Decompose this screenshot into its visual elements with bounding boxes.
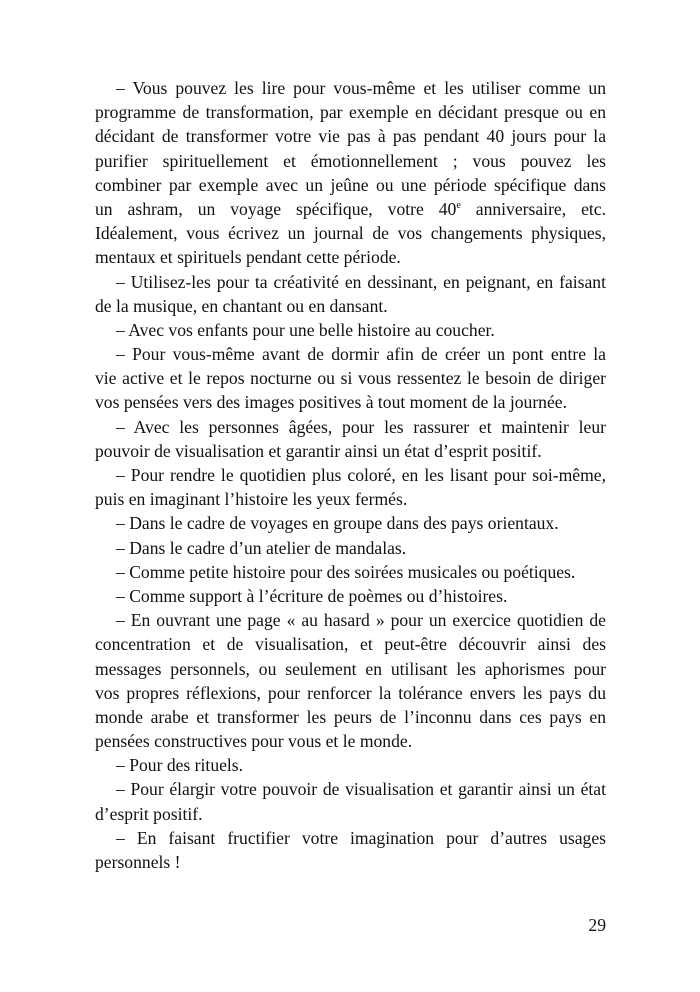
- text-line: programme de transformation, par exemple en décidant presque ou en: [95, 102, 606, 123]
- page-number: 29: [588, 915, 606, 935]
- paragraph: [95, 560, 606, 584]
- text-line: personnels !: [95, 852, 181, 872]
- text-line: pensées constructives pour vous et le monde.: [95, 731, 413, 752]
- text-line: d’esprit positif.: [95, 803, 203, 824]
- paragraph: [95, 511, 606, 535]
- text-line: Idéalement, vous écrivez un journal de vos changements physiques,: [95, 223, 606, 244]
- text-line: purifier spirituellement et émotionnellement ; vous pouvez les: [95, 150, 606, 171]
- text-line: décidant de transformer votre vie pas à pas pendant 40 jours pour la: [95, 126, 606, 147]
- superscript: e: [456, 199, 461, 211]
- text-line: combiner par exemple avec un jeûne ou une période spécifique dans: [95, 174, 606, 195]
- paragraph: [95, 753, 606, 777]
- text-span: anniversaire, etc.: [460, 198, 606, 219]
- text-line: – Comme support à l’écriture de poèmes ou d’histoires.: [116, 585, 508, 606]
- text-line: – Utilisez-les pour ta créativité en dessinant, en peignant, en faisant: [116, 271, 606, 292]
- paragraph: [95, 270, 606, 318]
- paragraph: [95, 584, 606, 608]
- text-line: – Avec les personnes âgées, pour les rassurer et maintenir leur: [116, 416, 606, 437]
- text-line: messages personnels, ou seulement en utilisant les aphorismes pour: [95, 658, 606, 679]
- text-line: vos pensées vers des images positives à tout moment de la journée.: [95, 392, 567, 413]
- text-line: – Pour vous-même avant de dormir afin de créer un pont entre la: [116, 344, 606, 365]
- text-line: – Pour élargir votre pouvoir de visualisation et garantir ainsi un état: [116, 779, 606, 800]
- text-line: – En ouvrant une page « au hasard » pour un exercice quotidien de: [116, 610, 606, 631]
- paragraph: [95, 415, 606, 463]
- paragraph: [95, 76, 606, 270]
- paragraph: [95, 342, 606, 415]
- body-text: [95, 76, 606, 874]
- text-line: pouvoir de visualisation et garantir ainsi un état d’esprit positif.: [95, 440, 542, 461]
- paragraph: [95, 608, 606, 753]
- text-line: – Vous pouvez les lire pour vous-même et les utiliser comme un: [116, 78, 606, 98]
- text-line: vie active et le repos nocturne ou si vous ressentez le besoin de diriger: [95, 368, 606, 389]
- text-line: mentaux et spirituels pendant cette période.: [95, 247, 401, 268]
- text-line: – Dans le cadre de voyages en groupe dans des pays orientaux.: [116, 513, 559, 534]
- text-line: – Dans le cadre d’un atelier de mandalas.: [116, 537, 407, 558]
- text-line: monde arabe et transformer les peurs de l’inconnu dans ces pays en: [95, 706, 606, 727]
- paragraph: [95, 777, 606, 825]
- paragraph: [95, 463, 606, 511]
- text-line: – Pour des rituels.: [116, 755, 244, 776]
- text-line: – Pour rendre le quotidien plus coloré, en les lisant pour soi-même,: [116, 465, 606, 485]
- paragraph: [95, 536, 606, 560]
- text-line: vos propres réflexions, pour renforcer la tolérance envers les pays du: [95, 682, 606, 703]
- paragraph: [95, 826, 606, 874]
- text-line: de la musique, en chantant ou en dansant.: [95, 295, 388, 316]
- paragraph: [95, 318, 606, 342]
- text-line: puis en imaginant l’histoire les yeux fermés.: [95, 489, 408, 510]
- text-line: [95, 197, 606, 221]
- text-span: un ashram, un voyage spécifique, votre 40: [95, 198, 457, 219]
- text-line: – En faisant fructifier votre imagination pour d’autres usages: [116, 827, 606, 848]
- text-line: – Avec vos enfants pour une belle histoire au coucher.: [116, 319, 495, 340]
- text-line: concentration et de visualisation, et peut-être découvrir ainsi des: [95, 634, 606, 655]
- text-line: – Comme petite histoire pour des soirées musicales ou poétiques.: [116, 561, 576, 582]
